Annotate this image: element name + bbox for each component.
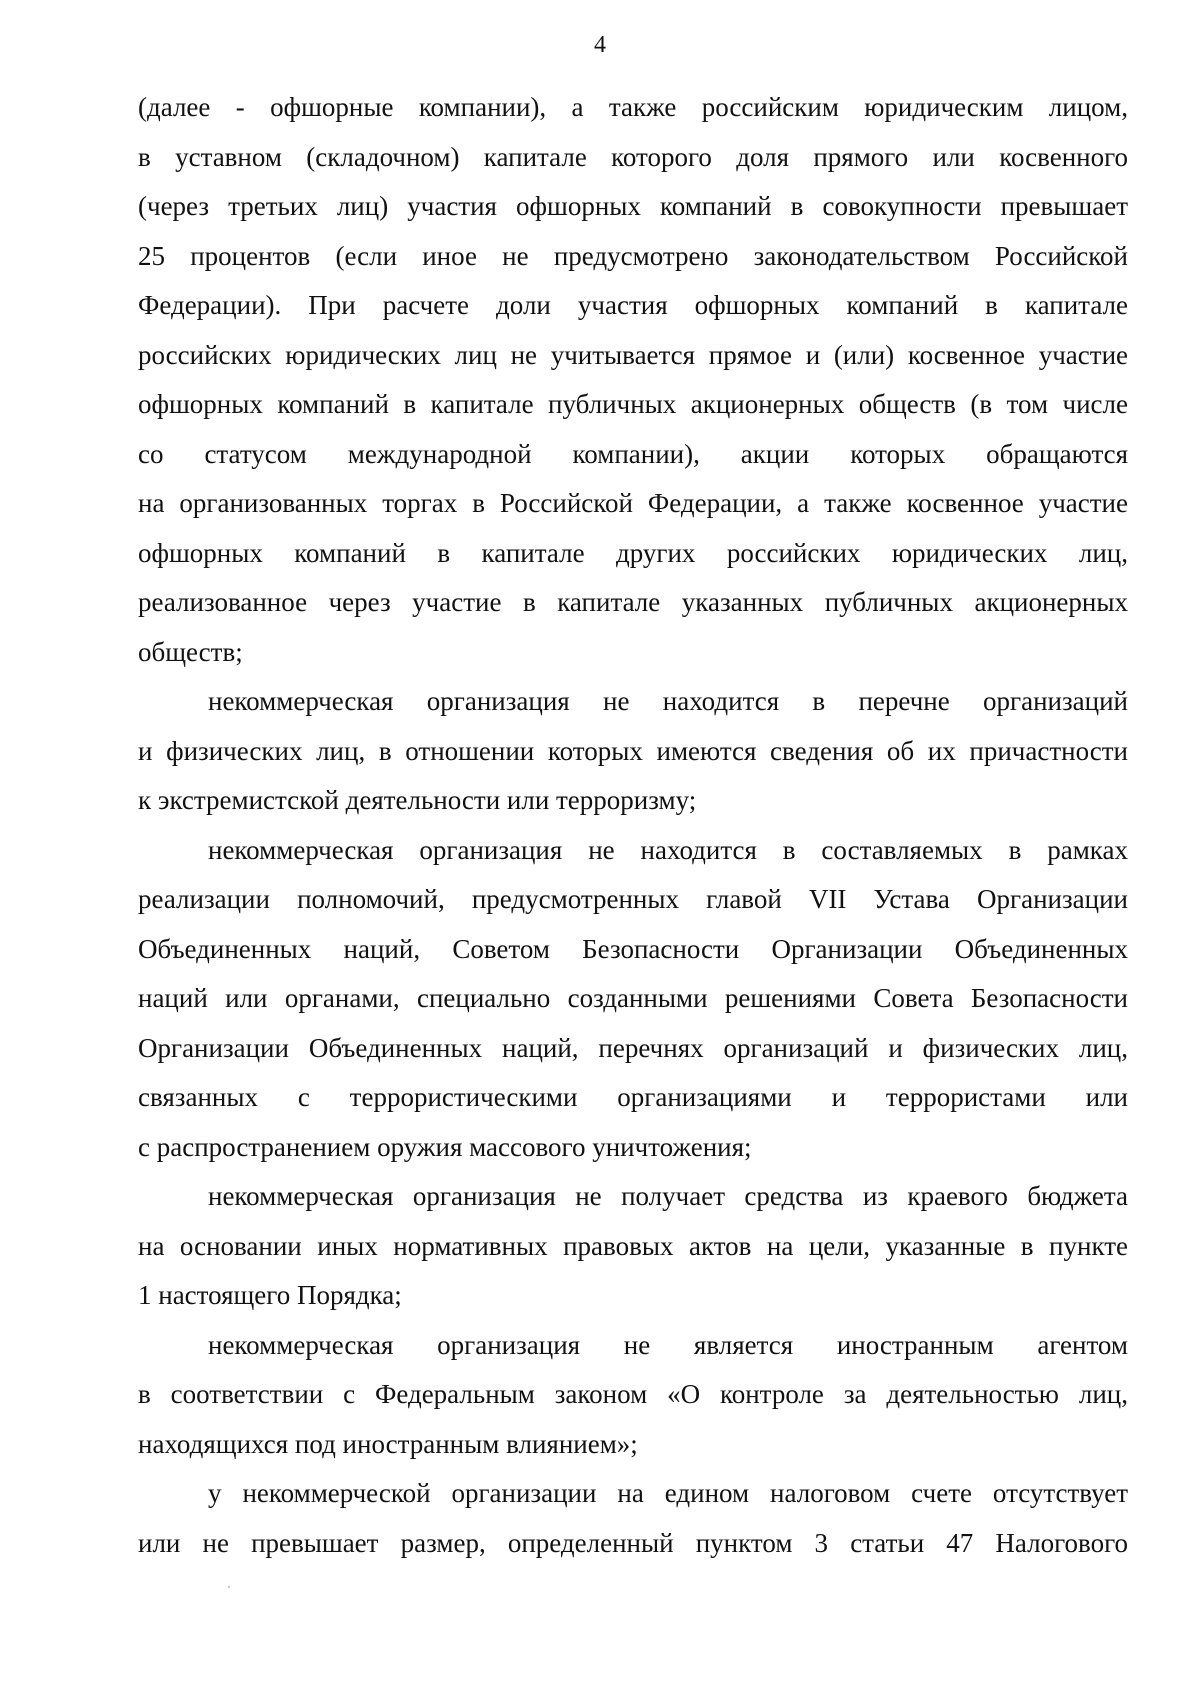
text-line: Федерации). При расчете доли участия офшорных компаний в капитале <box>138 290 1128 320</box>
text-line: находящихся под иностранным влиянием»; <box>138 1428 638 1459</box>
page-number: 4 <box>594 32 606 58</box>
text-line: некоммерческая организация не находится в составляемых в рамках <box>208 834 1128 865</box>
text-line: (через третьих лиц) участия офшорных компаний в совокупности превышает <box>138 191 1128 221</box>
text-line: (далее - офшорные компании), а также российским юридическим лицом, <box>138 92 1128 122</box>
paragraph <box>138 1172 1128 1321</box>
text-line: со статусом международной компании), акции которых обращаются <box>138 438 1128 469</box>
paragraph <box>138 1469 1128 1568</box>
text-line: в соответствии с Федеральным законом «О контроле за деятельностью лиц, <box>138 1379 1128 1409</box>
text-line: реализованное через участие в капитале указанных публичных акционерных <box>138 587 1128 617</box>
text-line: на организованных торгах в Российской Федерации, а также косвенное участие <box>138 488 1128 518</box>
text-line: наций или органами, специально созданными решениями Совета Безопасности <box>138 983 1128 1013</box>
text-line: в уставном (складочном) капитале которого доля прямого или косвенного <box>138 141 1128 172</box>
text-line: и физических лиц, в отношении которых имеются сведения об их причастности <box>138 735 1128 766</box>
text-line: или не превышает размер, определенный пунктом 3 статьи 47 Налогового <box>138 1527 1128 1558</box>
text-line: на основании иных нормативных правовых актов на цели, указанные в пункте <box>138 1230 1128 1261</box>
text-line: некоммерческая организация не является иностранным агентом <box>208 1329 1128 1360</box>
scan-speck <box>228 1586 230 1588</box>
text-line: 25 процентов (если иное не предусмотрено законодательством Российской <box>138 240 1128 271</box>
text-line: российских юридических лиц не учитывается прямое и (или) косвенное участие <box>138 339 1128 370</box>
text-line: обществ; <box>138 636 243 667</box>
text-line: реализации полномочий, предусмотренных главой VII Устава Организации <box>138 884 1128 914</box>
text-line: 1 настоящего Порядка; <box>138 1280 402 1310</box>
text-line: с распространением оружия массового уничтожения; <box>138 1131 752 1162</box>
paragraph <box>138 677 1128 826</box>
text-line: офшорных компаний в капитале других российских юридических лиц, <box>138 537 1128 568</box>
text-line: Организации Объединенных наций, перечнях организаций и физических лиц, <box>138 1032 1128 1063</box>
text-line: офшорных компаний в капитале публичных акционерных обществ (в том числе <box>138 389 1128 419</box>
text-line: к экстремистской деятельности или терроризму; <box>138 785 697 815</box>
paragraph <box>138 826 1128 1173</box>
document-body <box>138 83 1128 1568</box>
paragraph <box>138 1321 1128 1470</box>
paragraph <box>138 83 1128 677</box>
text-line: некоммерческая организация не получает средства из краевого бюджета <box>208 1181 1128 1211</box>
text-line: связанных с террористическими организациями и террористами или <box>138 1082 1128 1112</box>
text-line: некоммерческая организация не находится в перечне организаций <box>208 686 1128 716</box>
text-line: Объединенных наций, Советом Безопасности Организации Объединенных <box>138 933 1128 964</box>
text-line: у некоммерческой организации на едином налоговом счете отсутствует <box>208 1478 1128 1508</box>
